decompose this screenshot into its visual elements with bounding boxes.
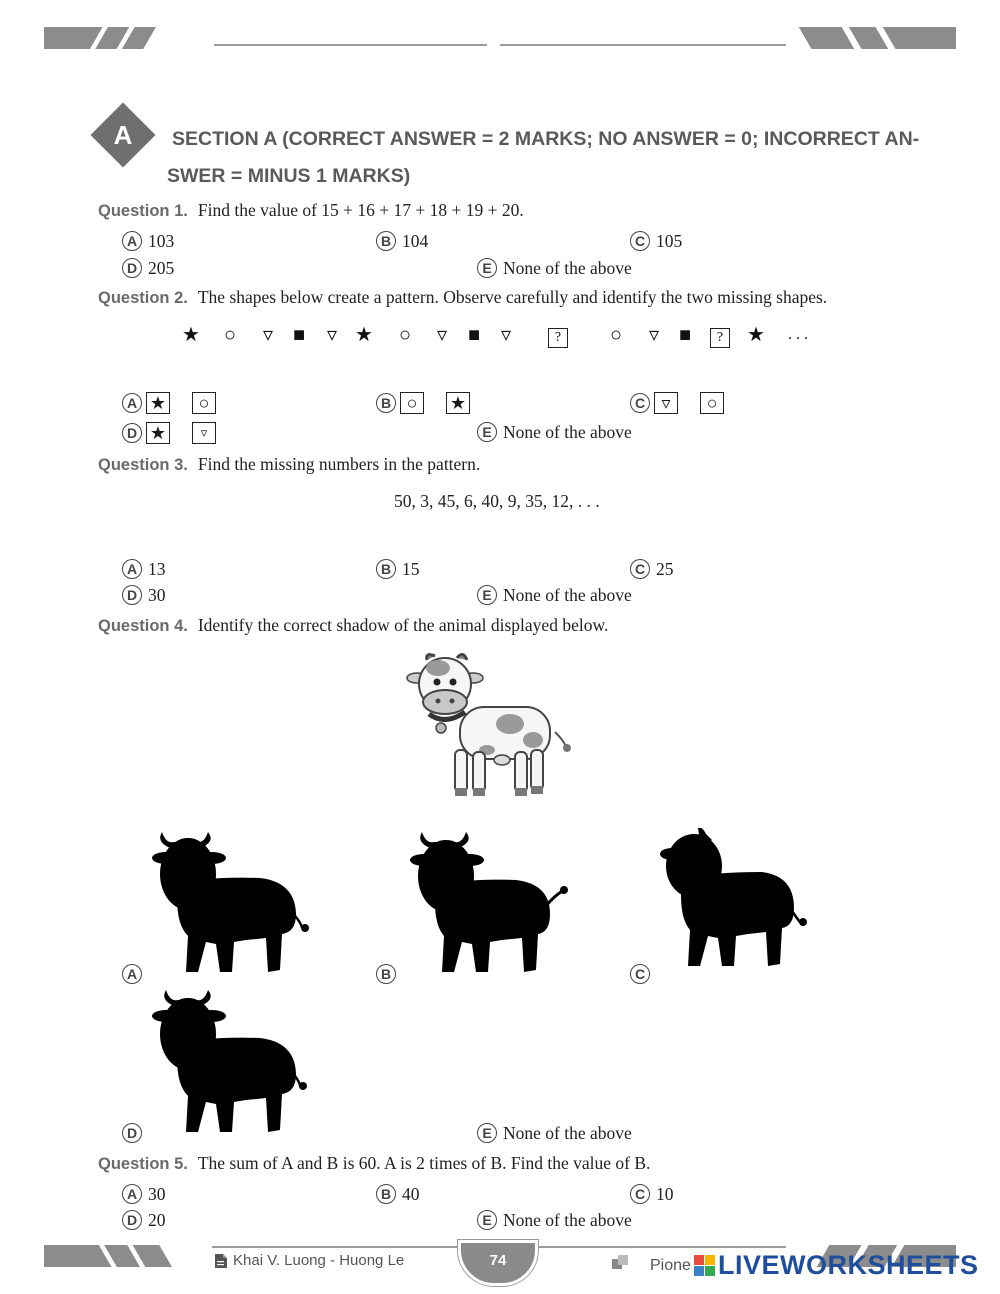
section-title-line1: SECTION A (CORRECT ANSWER = 2 MARKS; NO ANSWER = 0; INCORRECT AN-: [172, 128, 920, 150]
option-value: 205: [148, 257, 175, 278]
option-value: 15: [402, 558, 420, 579]
option-letter: C: [630, 1184, 650, 1204]
question-text: Find the missing numbers in the pattern.: [197, 454, 481, 474]
q2-option-e[interactable]: [477, 420, 632, 444]
publisher-logo-icon: [612, 1255, 634, 1271]
option-value: 25: [656, 558, 674, 579]
option-letter: B: [376, 964, 396, 984]
option-letter: E: [477, 1210, 497, 1230]
q1-option-e[interactable]: [477, 256, 632, 280]
option-value: 103: [148, 230, 175, 251]
pattern-triangle: ▿: [326, 324, 338, 346]
question-text: Find the value of 15 + 16 + 17 + 18 + 19 + 20.: [197, 200, 524, 220]
pattern-ellipsis: . . .: [788, 326, 808, 343]
pattern-star: ★: [182, 324, 200, 346]
shape-box: ▿: [654, 392, 678, 414]
q1-option-c[interactable]: [630, 229, 682, 253]
pattern-triangle: ▿: [500, 324, 512, 346]
question-text: Identify the correct shadow of the animal displayed below.: [197, 615, 609, 635]
q4-option-b[interactable]: [376, 962, 396, 986]
option-letter: D: [122, 258, 142, 278]
option-letter: C: [630, 393, 650, 413]
document-icon: [214, 1253, 228, 1269]
liveworksheets-logo-icon: [694, 1255, 716, 1277]
q1-option-b[interactable]: [376, 229, 428, 253]
question-4: [98, 615, 608, 636]
q4-option-c[interactable]: [630, 962, 650, 986]
shape-box: ○: [700, 392, 724, 414]
header-rule-right: [500, 44, 786, 46]
option-value: 30: [148, 1183, 166, 1204]
pattern-circle: ○: [609, 324, 623, 346]
pattern-missing-1: ?: [543, 323, 573, 348]
option-value: 30: [148, 584, 166, 605]
option-letter: D: [122, 423, 142, 443]
cow-illustration: [405, 652, 575, 804]
option-letter: A: [122, 1184, 142, 1204]
q2-option-b[interactable]: [376, 391, 470, 415]
q5-option-c[interactable]: [630, 1182, 674, 1206]
pattern-circle: ○: [398, 324, 412, 346]
question-text: The shapes below create a pattern. Observe carefully and identify the two missing shapes.: [197, 287, 828, 307]
option-value: 104: [402, 230, 429, 251]
option-letter: A: [122, 231, 142, 251]
q2-option-d[interactable]: [122, 421, 216, 445]
question-2: [98, 287, 827, 308]
q5-option-d[interactable]: [122, 1208, 166, 1232]
shadow-option-a: [150, 832, 312, 978]
pattern-star: ★: [747, 324, 765, 346]
question-label: Question 2.: [98, 289, 188, 307]
question-label: Question 5.: [98, 1155, 188, 1173]
q3-option-d[interactable]: [122, 583, 166, 607]
option-letter: B: [376, 1184, 396, 1204]
section-letter: A: [113, 119, 133, 150]
pattern-star: ★: [355, 324, 373, 346]
option-letter: C: [630, 964, 650, 984]
footer-authors: Khai V. Luong - Huong Le: [233, 1252, 405, 1269]
shape-box: ▿: [192, 422, 216, 444]
q5-option-b[interactable]: [376, 1182, 420, 1206]
option-letter: D: [122, 585, 142, 605]
q3-option-c[interactable]: [630, 557, 674, 581]
question-label: Question 1.: [98, 202, 188, 220]
q3-option-e[interactable]: [477, 583, 632, 607]
header-band-left: [44, 27, 209, 49]
option-value: None of the above: [503, 1209, 632, 1230]
option-letter: E: [477, 258, 497, 278]
shape-box: ★: [146, 422, 170, 444]
option-value: 20: [148, 1209, 166, 1230]
pattern-triangle: ▿: [648, 324, 660, 346]
option-letter: A: [122, 393, 142, 413]
shadow-option-d: [150, 990, 312, 1138]
option-letter: A: [122, 559, 142, 579]
question-1: [98, 200, 524, 221]
option-letter: B: [376, 559, 396, 579]
pattern-triangle: ▿: [436, 324, 448, 346]
option-letter: C: [630, 231, 650, 251]
q3-option-b[interactable]: [376, 557, 420, 581]
q4-option-d[interactable]: [122, 1121, 142, 1145]
option-value: None of the above: [503, 421, 632, 442]
q4-option-a[interactable]: [122, 962, 142, 986]
q1-option-d[interactable]: [122, 256, 174, 280]
option-value: 13: [148, 558, 166, 579]
pattern-square: ■: [292, 324, 306, 346]
q5-option-e[interactable]: [477, 1208, 632, 1232]
shape-box: ○: [400, 392, 424, 414]
page-number: 74: [489, 1252, 507, 1269]
option-letter: A: [122, 964, 142, 984]
option-letter: B: [376, 231, 396, 251]
option-letter: D: [122, 1123, 142, 1143]
q3-option-a[interactable]: [122, 557, 166, 581]
option-value: None of the above: [503, 584, 632, 605]
shadow-option-b: [404, 832, 569, 978]
shape-box: ★: [146, 392, 170, 414]
q2-option-a[interactable]: [122, 391, 216, 415]
option-letter: E: [477, 1123, 497, 1143]
option-letter: C: [630, 559, 650, 579]
q4-option-e[interactable]: [477, 1121, 632, 1145]
q2-option-c[interactable]: [630, 391, 724, 415]
option-value: 10: [656, 1183, 674, 1204]
footer-rule-right: [532, 1246, 786, 1248]
option-letter: D: [122, 1210, 142, 1230]
footer-rule-left: [212, 1246, 458, 1248]
question-label: Question 3.: [98, 456, 188, 474]
footer-band-left: [44, 1245, 209, 1267]
number-sequence: 50, 3, 45, 6, 40, 9, 35, 12, . . .: [394, 491, 600, 511]
header-band-right: [790, 27, 956, 49]
question-3: [98, 454, 480, 475]
question-text: The sum of A and B is 60. A is 2 times of B. Find the value of B.: [197, 1153, 651, 1173]
question-label: Question 4.: [98, 617, 188, 635]
pattern-missing-2: ?: [705, 323, 735, 348]
pattern-triangle: ▿: [262, 324, 274, 346]
option-value: None of the above: [503, 257, 632, 278]
option-value: None of the above: [503, 1122, 632, 1143]
pattern-circle: ○: [223, 324, 237, 346]
q5-option-a[interactable]: [122, 1182, 166, 1206]
shape-box: ○: [192, 392, 216, 414]
option-letter: E: [477, 585, 497, 605]
option-letter: B: [376, 393, 396, 413]
option-letter: E: [477, 422, 497, 442]
footer-publisher: Pione: [650, 1257, 691, 1274]
header-rule-left: [214, 44, 487, 46]
shadow-option-c: [658, 828, 810, 974]
pattern-square: ■: [678, 324, 692, 346]
shape-box: ★: [446, 392, 470, 414]
option-value: 40: [402, 1183, 420, 1204]
q1-option-a[interactable]: [122, 229, 174, 253]
section-title-line2: SWER = MINUS 1 MARKS): [167, 165, 411, 187]
liveworksheets-watermark: LIVEWORKSHEETS: [718, 1250, 979, 1280]
pattern-square: ■: [467, 324, 481, 346]
question-5: [98, 1153, 650, 1174]
option-value: 105: [656, 230, 683, 251]
